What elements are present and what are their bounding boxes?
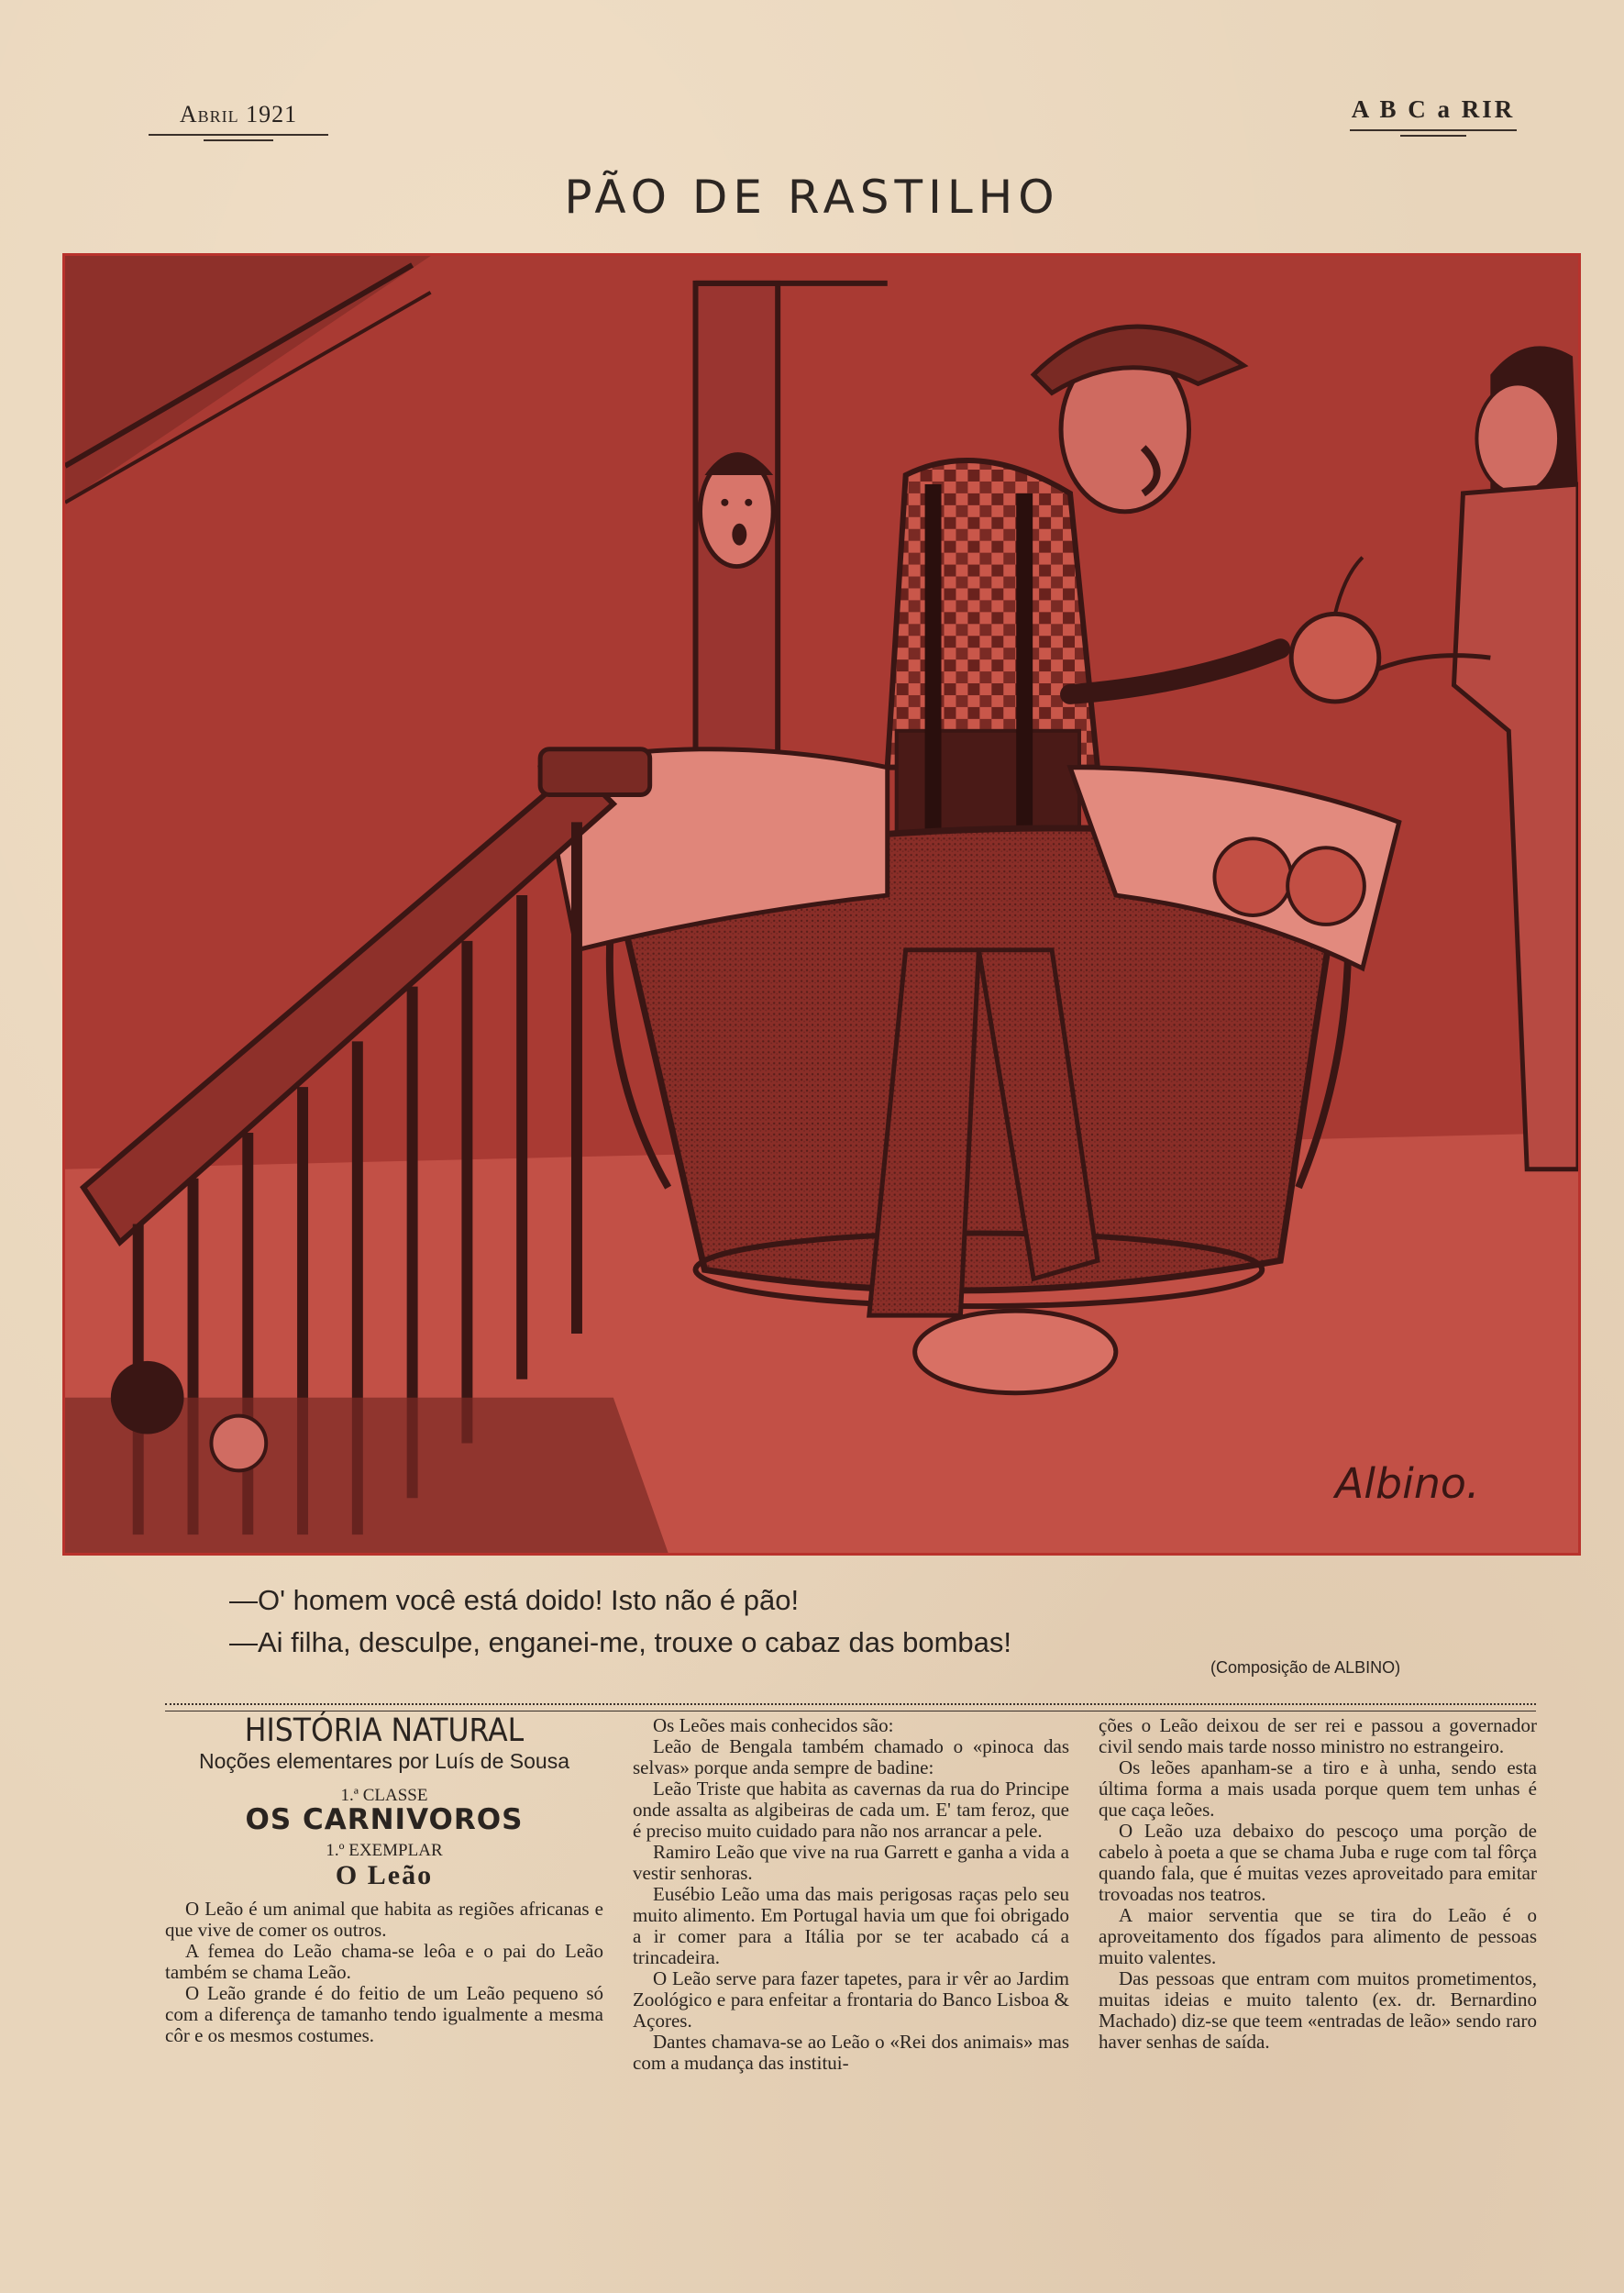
issue-date: Abril 1921 [149,101,328,136]
paragraph: Os Leões mais conhecidos são: [653,1714,894,1736]
article-exemplar: 1.º EXEMPLAR [326,1841,443,1860]
paragraph: O Leão é um animal que habita as regiões africanas e que vive de comer os outros. [165,1898,603,1941]
paragraph: Os leões apanham-se a tiro e à unha, sendo esta última forma a mais usada porque quem tem unhas é que caça leões. [1099,1756,1537,1821]
paragraph: Dantes chamava-se ao Leão o «Rei dos animais» mas com a mudança das institui- [633,2031,1069,2074]
article-classe: 1.ª CLASSE [340,1786,428,1805]
paragraph: Leão de Bengala também chamado o «pinoca das selvas» porque anda sempre de badine: [633,1735,1069,1778]
page-title: PÃO DE RASTILHO [564,171,1060,224]
caption-line-2: —Ai filha, desculpe, enganei-me, trouxe o cabaz das bombas! [229,1626,1011,1658]
publication-name: A B C a RIR [1350,95,1517,131]
article-column-2 [633,1715,1069,2074]
composition-credit: (Composição de ALBINO) [1210,1658,1401,1677]
article-subject: O Leão [335,1860,434,1890]
article-section: OS CARNIVOROS [245,1803,524,1836]
article-column-3 [1099,1715,1537,2053]
cartoon-caption [229,1579,1467,1664]
paragraph: A femea do Leão chama-se leôa e o pai do Leão também se chama Leão. [165,1940,603,1983]
paragraph: Das pessoas que entram com muitos prometimentos, muitas ideias e muito talento (ex. dr. Bernardino Machado) diz-se que teem «entradas de leão» sendo raro haver senhas de saída. [1099,1967,1537,2053]
caption-line-1: —O' homem você está doido! Isto não é pão! [229,1584,800,1616]
paragraph: Leão Triste que habita as cavernas da rua do Principe onde assalta as algibeiras de cada um. E' tam feroz, que é preciso muito cuidado para não nos arrancar a pele. [633,1778,1069,1842]
paragraph: A maior serventia que se tira do Leão é o aproveitamento dos fígados para alimento de pessoas muito valentes. [1099,1904,1537,1968]
section-divider [165,1703,1536,1711]
paragraph: ções o Leão deixou de ser rei e passou a governador civil sendo mais tarde nosso ministro no estrangeiro. [1099,1714,1537,1757]
article-heading: HISTÓRIA NATURAL [244,1712,525,1749]
article-subheading: Noções elementares por Luís de Sousa [198,1749,570,1773]
paragraph: O Leão uza debaixo do pescoço uma porção de cabelo à poeta a que se chama Juba e ruge com tal fôrça quando fala, que é muitas vezes aproveitado para emitar trovoadas nos teatros. [1099,1820,1537,1905]
cartoon-drawing [65,256,1578,1553]
artist-signature: Albino. [1334,1458,1480,1509]
cartoon-illustration [62,253,1581,1556]
paragraph: Eusébio Leão uma das mais perigosas raças pelo seu muito alimento. Em Portugal havia um que foi obrigado a ir comer para a Itália por se ter acabado cá a trincadeira. [633,1883,1069,1968]
paragraph: O Leão serve para fazer tapetes, para ir vêr ao Jardim Zoológico e para enfeitar a frontaria do Banco Lisboa & Açores. [633,1967,1069,2032]
paragraph: Ramiro Leão que vive na rua Garrett e ganha a vida a vestir senhoras. [633,1841,1069,1884]
paragraph: O Leão grande é do feitio de um Leão pequeno só com a diferença de tamanho tendo igualmente a mesma côr e os mesmos costumes. [165,1982,603,2046]
article-column-1 [165,1712,603,2046]
